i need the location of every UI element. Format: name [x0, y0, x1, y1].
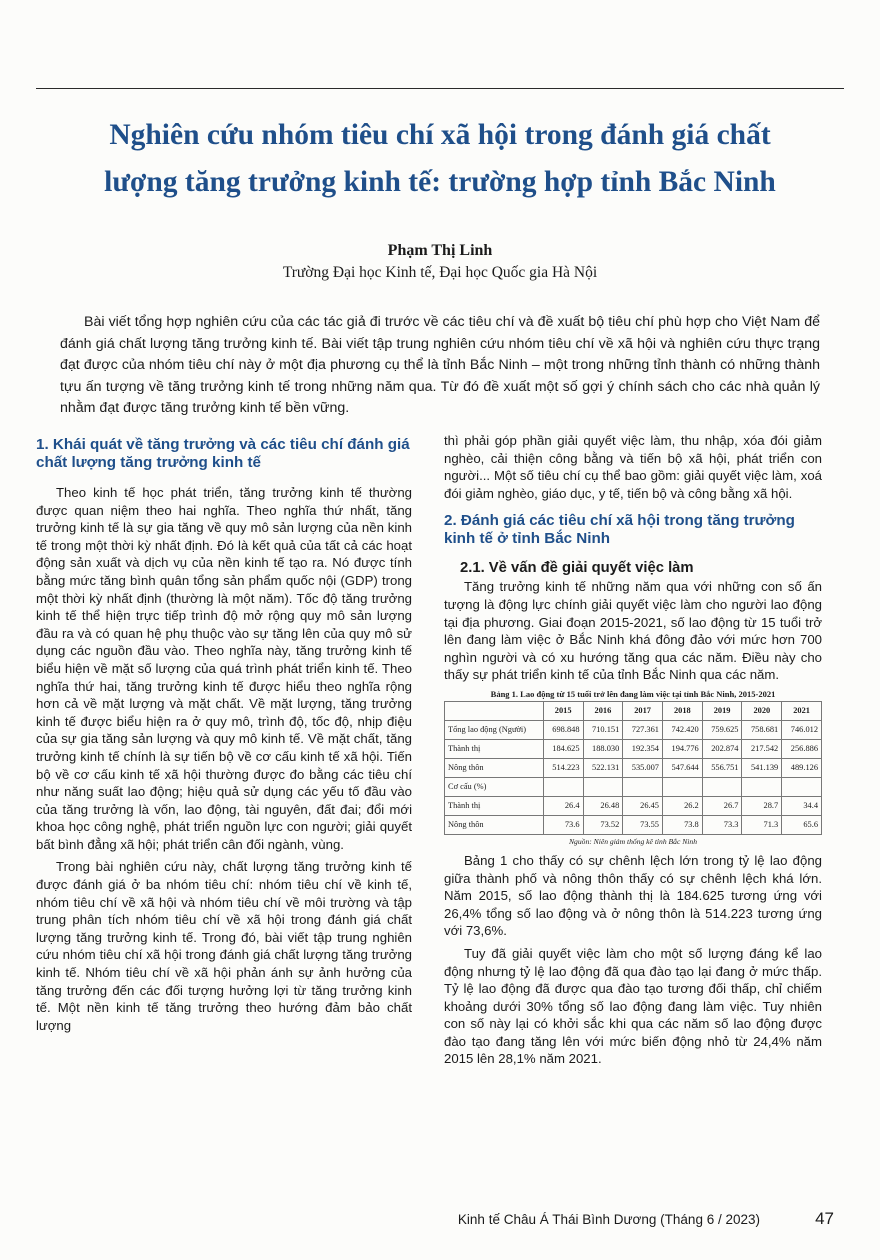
table-cell [662, 777, 702, 796]
table-row-label: Nông thôn [445, 758, 544, 777]
table-header-year: 2017 [623, 701, 663, 720]
table-cell: 184.625 [543, 739, 583, 758]
section-2-paragraph-3: Tuy đã giải quyết việc làm cho một số lượng đáng kể lao động nhưng tỷ lệ lao động đã qua đào tạo lại đang ở mức thấp. Tỷ lệ lao động đã được qua đào tạo tương đối thấp, chỉ chiếm khoảng dưới 30% tổng số lao động đang làm việc. Tuy nhiên con số này lại có khởi sắc khi qua các năm số lao động được đào tạo đang tăng lên với mức biến động nhỏ từ 24,4% năm 2015 lên 28,1% năm 2021. [444, 945, 822, 1067]
table-row-label: Nông thôn [445, 815, 544, 834]
table-row-label: Tổng lao động (Người) [445, 720, 544, 739]
section-1-paragraph-2: Trong bài nghiên cứu này, chất lượng tăng trưởng kinh tế được đánh giá ở ba nhóm tiêu chí: nhóm tiêu chí về kinh tế, nhóm tiêu chí về xã hội và nhóm tiêu chí về môi trường và tập trung phân tích nhóm tiêu chí về xã hội trong đánh giá chất lượng tăng trưởng kinh tế. Trong đó, bài viết tập trung nghiên cứu nhóm tiêu chí xã hội trong đánh giá chất lượng tăng trưởng kinh tế. Nhóm tiêu chí về xã hội phản ánh sự ảnh hưởng của tăng trưởng đến các đối tượng hưởng lợi từ tăng trưởng kinh tế. Một nền kinh tế tăng trưởng theo hướng đảm bảo chất lượng [36, 859, 412, 1033]
table-header-row [445, 701, 822, 720]
table-cell: 514.223 [543, 758, 583, 777]
table-header-year: 2021 [782, 701, 822, 720]
section-1-paragraph-1: Theo kinh tế học phát triển, tăng trưởng kinh tế thường được quan niệm theo hai nghĩa. Theo nghĩa thứ nhất, tăng trưởng kinh tế là sự gia tăng về quy mô sản lượng của nền kinh tế trong một thời kỳ nhất định. Đó là kết quả của tất cả các hoạt động sản xuất và dịch vụ của nền kinh tế tạo ra. Nó được tính bằng mức tăng bình quân tổng sản phẩm quốc nội (GDP) trong một thời kỳ nhất định (thường là một năm). Tốc độ tăng trưởng kinh tế thể hiện trực tiếp trình độ mở rộng quy mô sản lượng đầu ra và có quan hệ phụ thuộc vào sự tăng lên của quy mô sử dụng các nguồn đầu vào. Theo nghĩa này, tăng trưởng kinh tế biểu hiện về mặt số lượng của quá trình phát triển kinh tế. Theo nghĩa thứ hai, tăng trưởng kinh tế được hiểu theo nghĩa rộng hơn cả về mặt lượng và mặt chất. Về mặt lượng, tăng trưởng kinh tế được biểu hiện ra ở quy mô, trình độ, tốc độ, nhịp điệu của sự gia tăng sản lượng và quy mô kinh tế. Về mặt chất, tăng trưởng kinh tế chính là sự tiến bộ về cơ cấu kinh tế xã hội. Tiến bộ về cơ cấu kinh tế xã hội thường được đo bằng các tiêu chí như năng suất lao động; hiệu quả sử dụng các yếu tố đầu vào của tăng trưởng là vốn, lao động, tài nguyên, đất đai; đổi mới khoa học công nghệ, phát triển nguồn lực con người; giải quyết bất bình đẳng xã hội; phát triển cân đối ngành, vùng. [36, 485, 412, 852]
table-cell: 535.007 [623, 758, 663, 777]
section-1-paragraph-3: thì phải góp phần giải quyết việc làm, thu nhập, xóa đói giảm nghèo, cải thiện công bằng và tiến bộ xã hội, phát triển con người... Một số tiêu chí cụ thể bao gồm: giải quyết việc làm, xoá đói giảm nghèo, giáo dục, y tế, tiến bộ và công bằng xã hội. [444, 433, 822, 501]
abstract: Bài viết tổng hợp nghiên cứu của các tác giả đi trước về các tiêu chí và đề xuất bộ tiêu chí phù hợp cho Việt Nam để đánh giá chất lượng tăng trưởng kinh tế. Bài viết tập trung nghiên cứu nhóm tiêu chí về xã hội và nghiên cứu thực trạng đạt được của nhóm tiêu chí này ở một địa phương cụ thể là tỉnh Bắc Ninh – một trong những tỉnh thành có những thành tựu ấn tượng về tăng trưởng kinh tế trong những năm qua. Từ đó đề xuất một số gợi ý chính sách cho các nhà quản lý nhằm đạt được tăng trưởng kinh tế bền vững. [60, 314, 820, 417]
table-cell [583, 777, 623, 796]
table-cell: 522.131 [583, 758, 623, 777]
table-cell: 556.751 [702, 758, 742, 777]
table-cell: 73.52 [583, 815, 623, 834]
article-title [30, 112, 850, 206]
table-row [445, 758, 822, 777]
subsection-2-1-heading: 2.1. Về vấn đề giải quyết việc làm [460, 560, 694, 577]
table-header-year: 2018 [662, 701, 702, 720]
table-cell: 202.874 [702, 739, 742, 758]
table-cell: 73.6 [543, 815, 583, 834]
table-row-label: Thành thị [445, 739, 544, 758]
table-cell [742, 777, 782, 796]
table-1-source: Nguồn: Niên giám thống kê tỉnh Bắc Ninh [568, 836, 698, 846]
section-2-paragraph-1: Tăng trưởng kinh tế những năm qua với những con số ấn tượng là động lực chính giải quyết việc làm cho người lao động tại địa phương. Giai đoạn 2015-2021, số lao động từ 15 tuổi trở lên đang làm việc ở Bắc Ninh khá đông đảo với mức hơn 700 nghìn người và có xu hướng tăng qua các năm. Điều này cho thấy sự phát triển kinh tế của tỉnh Bắc Ninh qua các năm. [444, 579, 822, 683]
table-header-corner [445, 701, 544, 720]
table-row [445, 739, 822, 758]
table-row [445, 815, 822, 834]
table-cell: 547.644 [662, 758, 702, 777]
table-cell: 742.420 [662, 720, 702, 739]
author-affiliation: Trường Đại học Kinh tế, Đại học Quốc gia Hà Nội [282, 264, 598, 281]
table-cell: 188.030 [583, 739, 623, 758]
table-cell: 758.681 [742, 720, 782, 739]
table-row-label: Cơ cấu (%) [445, 777, 544, 796]
table-cell: 541.139 [742, 758, 782, 777]
page-number: 47 [815, 1209, 834, 1228]
table-cell: 710.151 [583, 720, 623, 739]
table-cell: 65.6 [782, 815, 822, 834]
table-header-year: 2015 [543, 701, 583, 720]
table-cell: 26.48 [583, 796, 623, 815]
table-cell: 73.3 [702, 815, 742, 834]
table-cell [782, 777, 822, 796]
top-rule [36, 88, 844, 89]
table-cell: 192.354 [623, 739, 663, 758]
table-cell: 759.625 [702, 720, 742, 739]
table-cell: 194.776 [662, 739, 702, 758]
left-column [36, 432, 412, 1039]
table-row [445, 777, 822, 796]
author-name: Phạm Thị Linh [387, 242, 493, 259]
journal-name: Kinh tế Châu Á Thái Bình Dương (Tháng 6 / 2023) [457, 1212, 760, 1227]
table-row [445, 796, 822, 815]
table-cell: 26.4 [543, 796, 583, 815]
table-1-caption: Bảng 1. Lao động từ 15 tuổi trở lên đang làm việc tại tỉnh Bắc Ninh, 2015-2021 [490, 688, 776, 699]
table-cell [623, 777, 663, 796]
section-1-heading: 1. Khái quát về tăng trưởng và các tiêu chí đánh giá chất lượng tăng trưởng kinh tế [36, 436, 410, 471]
table-cell: 73.8 [662, 815, 702, 834]
table-cell [543, 777, 583, 796]
table-cell [702, 777, 742, 796]
table-cell: 727.361 [623, 720, 663, 739]
table-header-year: 2020 [742, 701, 782, 720]
table-cell: 217.542 [742, 739, 782, 758]
table-header-year: 2016 [583, 701, 623, 720]
table-cell: 256.886 [782, 739, 822, 758]
table-row [445, 720, 822, 739]
table-cell: 489.126 [782, 758, 822, 777]
table-cell: 746.012 [782, 720, 822, 739]
section-2-paragraph-2: Bảng 1 cho thấy có sự chênh lệch lớn trong tỷ lệ lao động giữa thành phố và nông thôn thấy có sự chênh lệch khá lớn. Năm 2015, số lao động thành thị là 184.625 tương ứng với 26,4% tổng số lao động và ở nông thôn là 514.223 tương ứng với 73,6%. [444, 852, 822, 939]
section-2-heading: 2. Đánh giá các tiêu chí xã hội trong tăng trưởng kinh tế ở tỉnh Bắc Ninh [444, 512, 795, 548]
table-cell: 34.4 [782, 796, 822, 815]
table-cell: 26.2 [662, 796, 702, 815]
right-column [444, 432, 822, 1073]
table-cell: 28.7 [742, 796, 782, 815]
title-line-2: lượng tăng trưởng kinh tế: trường hợp tỉnh Bắc Ninh [104, 166, 776, 198]
table-row-label: Thành thị [445, 796, 544, 815]
table-header-year: 2019 [702, 701, 742, 720]
table-cell: 26.45 [623, 796, 663, 815]
table-cell: 71.3 [742, 815, 782, 834]
table-1 [444, 701, 822, 835]
table-cell: 698.848 [543, 720, 583, 739]
title-line-1: Nghiên cứu nhóm tiêu chí xã hội trong đánh giá chất [109, 119, 771, 151]
table-cell: 26.7 [702, 796, 742, 815]
table-cell: 73.55 [623, 815, 663, 834]
